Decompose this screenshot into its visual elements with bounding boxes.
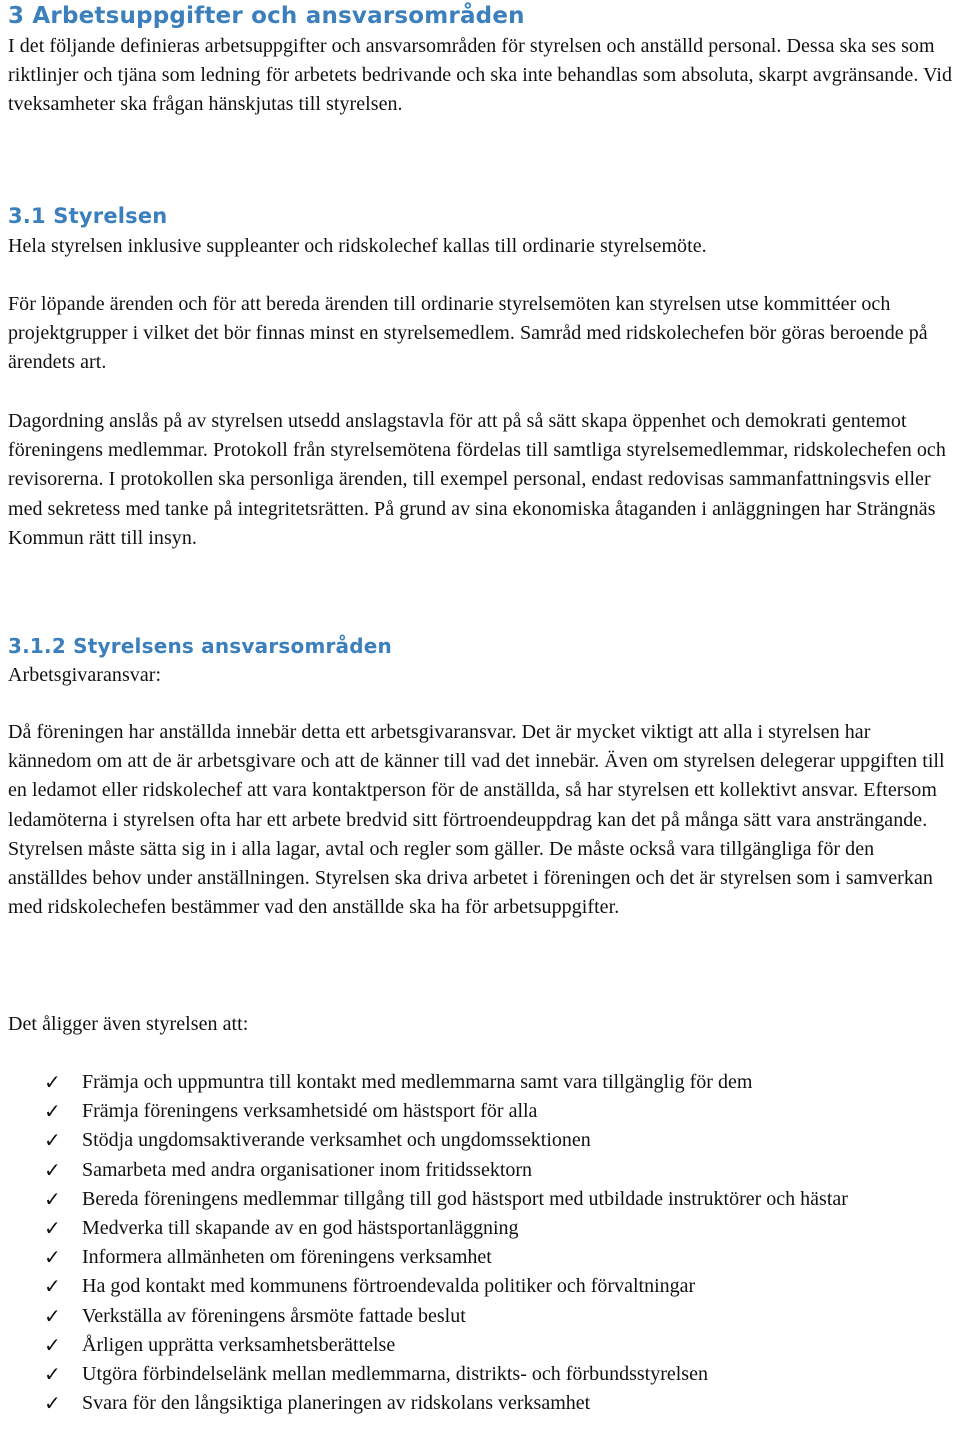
section-3-intro: I det följande definieras arbetsuppgifter och ansvarsområden för styrelsen och anställd personal. Dessa ska ses som riktlinjer och tjäna som ledning för arbetets bedrivande och ska inte behandlas som absoluta, skarpt avgränsande. Vid tveksamheter ska frågan hänskjutas till styrelsen. — [8, 35, 953, 116]
checkmark-icon: ✓ — [44, 1157, 61, 1182]
list-item — [44, 1389, 944, 1418]
list-item — [44, 1272, 944, 1301]
list-item — [44, 1185, 944, 1214]
section-3-1-2-paragraph: Då föreningen har anställda innebär detta ett arbetsgivaransvar. Det är mycket viktigt att alla i styrelsen har kännedom om att de är arbetsgivare och att de känner till vad det innebär. Även om styrelsen delegerar uppgiften till en ledamot eller ridskolechef att vara kontaktperson för de anställda, så har styrelsen ett kollektivt ansvar. Eftersom ledamöterna i styrelsen ofta har ett arbete bredvid sitt förtroendeuppdrag kan det på många sätt vara ansträngande. Styrelsen måste sätta sig in i alla lagar, avtal och regler som gäller. De måste också vara tillgängliga för den anställdes behov under anställningen. Styrelsen ska driva arbetet i föreningen och det är styrelsen som i samverkan med ridskolechefen bestämmer vad den anställde ska ha för arbetsuppgifter. — [8, 721, 945, 919]
list-item-text: Ha god kontakt med kommunens förtroendevalda politiker och förvaltningar — [82, 1275, 696, 1298]
list-item-text: Bereda föreningens medlemmar tillgång till god hästsport med utbildade instruktörer och hästar — [82, 1187, 848, 1210]
checkmark-icon: ✓ — [44, 1303, 61, 1328]
list-item-text: Samarbeta med andra organisationer inom fritidssektorn — [82, 1158, 533, 1181]
list-item — [44, 1214, 944, 1243]
list-item-text: Främja och uppmuntra till kontakt med medlemmarna samt vara tillgänglig för dem — [82, 1071, 753, 1093]
section-3-1-paragraph-3: Dagordning anslås på av styrelsen utsedd anslagstavla för att på så sätt skapa öppenhet och demokrati gentemot föreningens medlemmar. Protokoll från styrelsemötena fördelas till samtliga styrelsemedlemmar, ridskolechefen och revisorerna. I protokollen ska personliga ärenden, till exempel personal, endast redovisas sammanfattningsvis eller med sekretess med tanke på integritetsrätten. På grund av sina ekonomiska åtaganden i anläggningen har Strängnäs Kommun rätt till insyn. — [8, 410, 946, 549]
list-item — [44, 1068, 944, 1097]
checkmark-icon: ✓ — [44, 1274, 61, 1299]
list-item-text: Svara för den långsiktiga planeringen av ridskolans verksamhet — [82, 1392, 591, 1415]
list-item — [44, 1243, 944, 1272]
checkmark-icon: ✓ — [44, 1245, 61, 1270]
list-item — [44, 1126, 944, 1155]
checkmark-icon: ✓ — [44, 1186, 61, 1211]
checkmark-icon: ✓ — [44, 1070, 61, 1094]
list-item-text: Medverka till skapande av en god hästsportanläggning — [82, 1217, 519, 1240]
list-item — [44, 1156, 944, 1185]
section-3-1-2-subheading: Arbetsgivaransvar: — [8, 664, 162, 686]
list-item — [44, 1331, 944, 1360]
checkmark-icon: ✓ — [44, 1362, 61, 1387]
list-item-text: Stödja ungdomsaktiverande verksamhet och ungdomssektionen — [82, 1129, 591, 1152]
section-3-1-heading: 3.1 Styrelsen — [8, 204, 168, 228]
list-item — [44, 1302, 944, 1331]
list-item-text: Främja föreningens verksamhetsidé om hästsport för alla — [82, 1100, 538, 1123]
list-item-text: Verkställa av föreningens årsmöte fattade beslut — [82, 1304, 466, 1327]
checkmark-icon: ✓ — [44, 1332, 61, 1357]
list-item-text: Utgöra förbindelselänk mellan medlemmarna, distrikts- och förbundsstyrelsen — [82, 1363, 708, 1386]
responsibility-checklist — [44, 1068, 944, 1418]
list-item — [44, 1097, 944, 1126]
section-3-heading: 3 Arbetsuppgifter och ansvarsområden — [8, 3, 525, 29]
checklist-intro: Det åligger även styrelsen att: — [8, 1013, 249, 1035]
checkmark-icon: ✓ — [44, 1099, 61, 1124]
list-item-text: Informera allmänheten om föreningens verksamhet — [82, 1246, 492, 1269]
list-item — [44, 1360, 944, 1389]
section-3-1-2-heading: 3.1.2 Styrelsens ansvarsområden — [8, 634, 392, 658]
list-item-text: Årligen upprätta verksamhetsberättelse — [82, 1333, 396, 1356]
section-3-1-paragraph-2: För löpande ärenden och för att bereda ärenden till ordinarie styrelsemöten kan styrelsen utse kommittéer och projektgrupper i vilket det bör finnas minst en styrelsemedlem. Samråd med ridskolechefen bör göras beroende på ärendets art. — [8, 293, 928, 374]
checkmark-icon: ✓ — [44, 1128, 61, 1153]
section-3-1-paragraph-1: Hela styrelsen inklusive suppleanter och ridskolechef kallas till ordinarie styrelsemöte. — [8, 235, 707, 257]
checkmark-icon: ✓ — [44, 1391, 61, 1416]
checkmark-icon: ✓ — [44, 1216, 61, 1241]
